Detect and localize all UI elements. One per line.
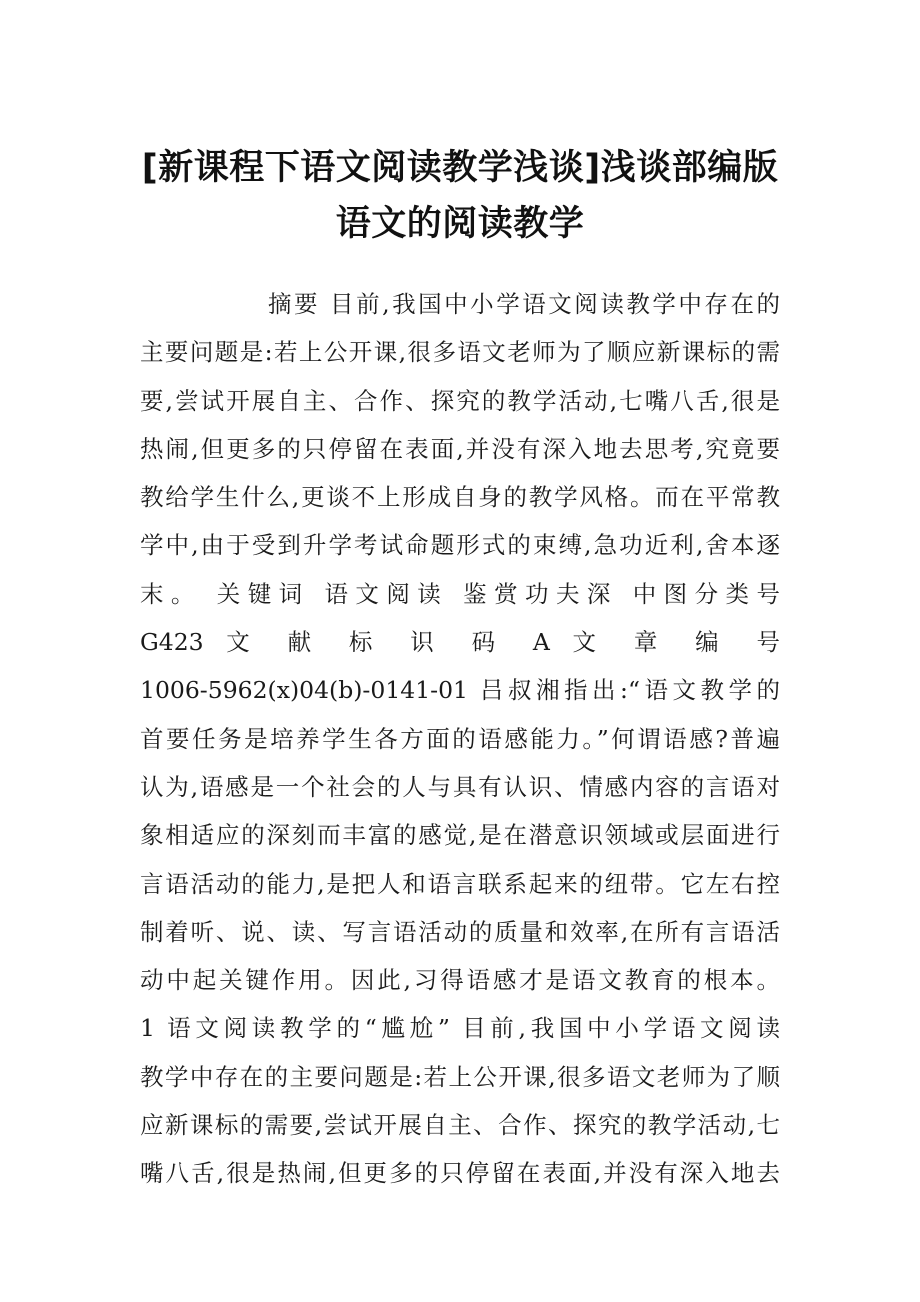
body-line: 应新课标的需要,尝试开展自主、合作、探究的教学活动,七 <box>140 1111 780 1140</box>
body-line: 摘要 目前,我国中小学语文阅读教学中存在的 <box>268 290 780 318</box>
body-line: 要,尝试开展自主、合作、探究的教学活动,七嘴八舌,很是 <box>140 386 780 415</box>
body-line: 嘴八舌,很是热闹,但更多的只停留在表面,并没有深入地去 <box>140 1159 780 1188</box>
body-line: 末。 关键词 语文阅读 鉴赏功夫深 中图分类号 <box>140 579 780 608</box>
body-line: 教给学生什么,更谈不上形成自身的教学风格。而在平常教 <box>140 483 780 512</box>
title-line: 语文的阅读教学 <box>335 204 585 244</box>
body-line: 动中起关键作用。因此,习得语感才是语文教育的根本。 <box>140 966 780 995</box>
body-line: 1 语文阅读教学的“尴尬” 目前,我国中小学语文阅读 <box>140 1014 780 1043</box>
document-body <box>140 280 780 1198</box>
title-line: [新课程下语文阅读教学浅谈]浅谈部编版 <box>141 148 779 188</box>
body-line: 认为,语感是一个社会的人与具有认识、情感内容的言语对 <box>140 772 780 801</box>
body-line: 言语活动的能力,是把人和语言联系起来的纽带。它左右控 <box>140 869 780 898</box>
body-line: 学中,由于受到升学考试命题形式的束缚,急功近利,舍本逐 <box>140 531 780 560</box>
document-title <box>100 140 820 252</box>
body-line: 教学中存在的主要问题是:若上公开课,很多语文老师为了顺 <box>140 1062 780 1091</box>
body-line: 主要问题是:若上公开课,很多语文老师为了顺应新课标的需 <box>140 338 780 367</box>
body-line: 象相适应的深刻而丰富的感觉,是在潜意识领域或层面进行 <box>140 821 780 850</box>
body-line: G423 文 献 标 识 码 A 文 章 编 号 <box>140 628 780 657</box>
body-line: 首要任务是培养学生各方面的语感能力。”何谓语感?普遍 <box>140 724 780 753</box>
body-line: 1006-5962(x)04(b)-0141-01 吕叔湘指出:“语文教学的 <box>140 676 780 705</box>
body-line: 热闹,但更多的只停留在表面,并没有深入地去思考,究竟要 <box>140 434 780 463</box>
body-line: 制着听、说、读、写言语活动的质量和效率,在所有言语活 <box>140 917 780 946</box>
